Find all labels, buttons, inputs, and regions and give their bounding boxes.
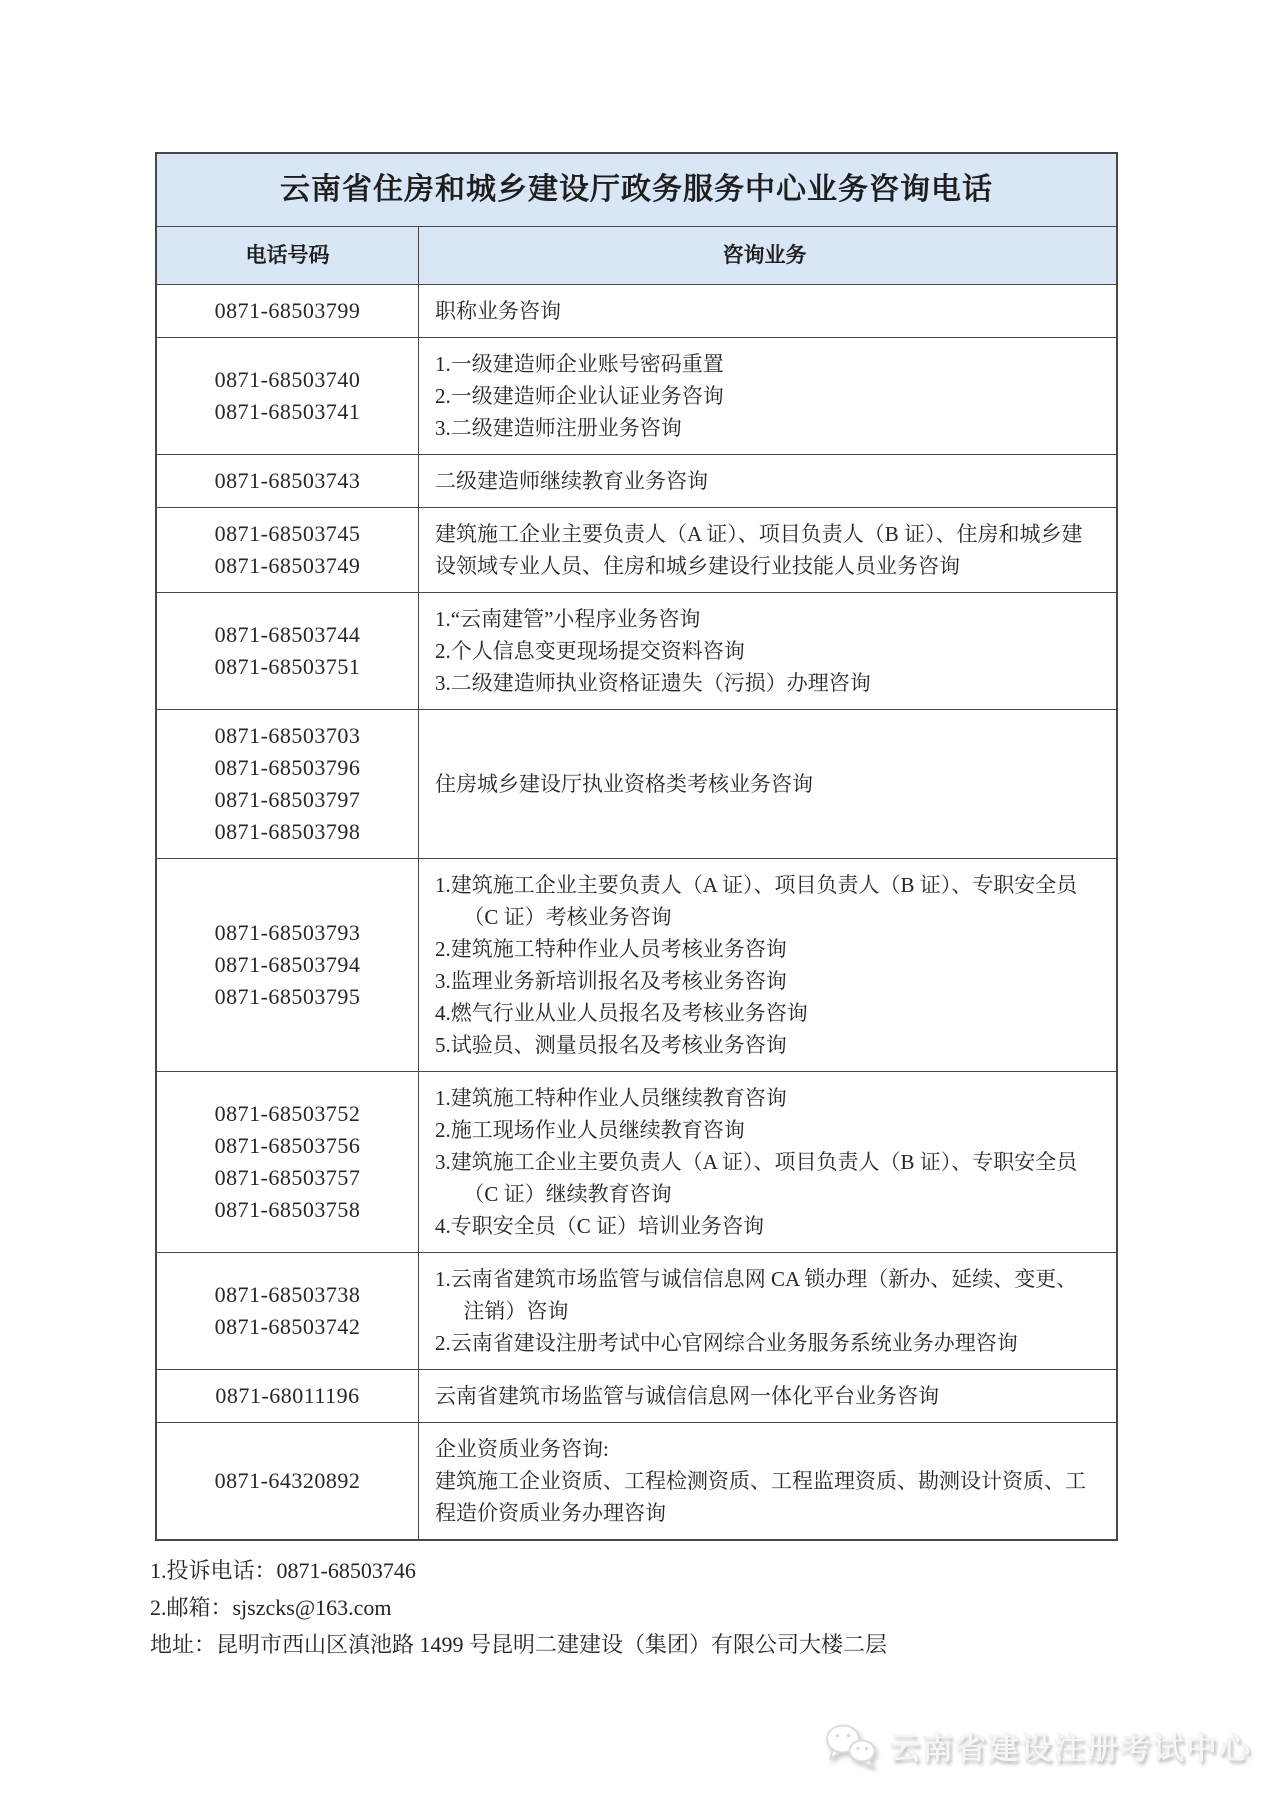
- phone-number: 0871-68503752: [214, 1101, 361, 1126]
- phone-number: 0871-68503796: [214, 755, 361, 780]
- service-line: 职称业务咨询: [435, 299, 561, 323]
- service-cell: [419, 710, 1116, 858]
- footer-email: 2.邮箱：sjszcks@163.com: [150, 1595, 392, 1620]
- phone-cell: [157, 1072, 419, 1252]
- table-row: [157, 1369, 1116, 1422]
- phone-cell: [157, 455, 419, 507]
- service-cell: [419, 508, 1116, 592]
- service-line: 4.专职安全员（C 证）培训业务咨询: [435, 1214, 765, 1238]
- footer-address: 地址：昆明市西山区滇池路 1499 号昆明二建建设（集团）有限公司大楼二层: [150, 1632, 888, 1657]
- service-line: 3.二级建造师执业资格证遗失（污损）办理咨询: [435, 671, 871, 695]
- table-header-row: [157, 226, 1116, 284]
- table-row: [157, 337, 1116, 454]
- phone-cell: [157, 338, 419, 454]
- phone-number: 0871-68011196: [215, 1383, 360, 1408]
- phone-number: 0871-68503793: [214, 920, 361, 945]
- table-row: [157, 709, 1116, 858]
- phone-cell: [157, 859, 419, 1071]
- service-line: 3.监理业务新培训报名及考核业务咨询: [435, 969, 787, 993]
- service-cell: [419, 1253, 1116, 1369]
- phone-number: 0871-68503738: [214, 1282, 361, 1307]
- phone-number: 0871-68503744: [214, 622, 361, 647]
- phone-number: 0871-64320892: [214, 1468, 361, 1493]
- table-title: 云南省住房和城乡建设厅政务服务中心业务咨询电话: [157, 154, 1116, 226]
- phone-number: 0871-68503751: [214, 654, 361, 679]
- table-body: [157, 284, 1116, 1539]
- service-line: 建筑施工企业主要负责人（A 证）、项目负责人（B 证）、住房和城乡建设领域专业人员、住房和城乡建设行业技能人员业务咨询: [435, 522, 1083, 578]
- phone-cell: [157, 710, 419, 858]
- phone-number: 0871-68503742: [214, 1314, 361, 1339]
- service-line: 云南省建筑市场监管与诚信信息网一体化平台业务咨询: [435, 1384, 939, 1408]
- service-line: 5.试验员、测量员报名及考核业务咨询: [435, 1033, 787, 1057]
- service-line: 1.一级建造师企业账号密码重置: [435, 352, 724, 376]
- table-row: [157, 284, 1116, 337]
- service-line: 2.一级建造师企业认证业务咨询: [435, 384, 724, 408]
- service-cell: [419, 1370, 1116, 1422]
- phone-cell: [157, 508, 419, 592]
- table-row: [157, 1252, 1116, 1369]
- phone-number: 0871-68503741: [214, 399, 361, 424]
- phone-number: 0871-68503749: [214, 553, 361, 578]
- phone-cell: [157, 593, 419, 709]
- phone-number: 0871-68503799: [214, 298, 361, 323]
- phone-number: 0871-68503703: [214, 723, 361, 748]
- table-row: [157, 1071, 1116, 1252]
- service-line: 1.建筑施工特种作业人员继续教育咨询: [435, 1086, 787, 1110]
- phone-cell: [157, 1253, 419, 1369]
- phone-cell: [157, 1423, 419, 1539]
- service-cell: [419, 455, 1116, 507]
- service-line: 建筑施工企业资质、工程检测资质、工程监理资质、勘测设计资质、工程造价资质业务办理咨询: [435, 1469, 1086, 1525]
- service-line: 企业资质业务咨询:: [435, 1437, 609, 1461]
- phone-number: 0871-68503797: [214, 787, 361, 812]
- table-row: [157, 858, 1116, 1071]
- header-phone-number: 电话号码: [157, 227, 419, 284]
- phone-cell: [157, 285, 419, 337]
- service-line: 1.云南省建筑市场监管与诚信信息网 CA 锁办理（新办、延续、变更、注销）咨询: [435, 1267, 1078, 1323]
- phone-number: 0871-68503757: [214, 1165, 361, 1190]
- phone-directory-table: [155, 152, 1118, 1541]
- service-line: 2.建筑施工特种作业人员考核业务咨询: [435, 937, 787, 961]
- service-line: 3.建筑施工企业主要负责人（A 证）、项目负责人（B 证）、专职安全员（C 证）继续教育咨询: [435, 1150, 1078, 1206]
- service-cell: [419, 285, 1116, 337]
- table-row: [157, 1422, 1116, 1539]
- service-cell: [419, 1423, 1116, 1539]
- watermark-text: 云南省建设注册考试中心: [889, 1730, 1252, 1766]
- wechat-icon: [823, 1722, 879, 1768]
- table-row: [157, 507, 1116, 592]
- service-line: 2.个人信息变更现场提交资料咨询: [435, 639, 745, 663]
- service-cell: [419, 338, 1116, 454]
- phone-cell: [157, 1370, 419, 1422]
- service-line: 2.云南省建设注册考试中心官网综合业务服务系统业务办理咨询: [435, 1331, 1018, 1355]
- phone-number: 0871-68503795: [214, 984, 361, 1009]
- phone-number: 0871-68503743: [214, 468, 361, 493]
- footer-notes: [150, 1552, 1150, 1663]
- table-row: [157, 454, 1116, 507]
- service-cell: [419, 1072, 1116, 1252]
- service-line: 4.燃气行业从业人员报名及考核业务咨询: [435, 1001, 808, 1025]
- phone-number: 0871-68503794: [214, 952, 361, 977]
- table-row: [157, 592, 1116, 709]
- phone-number: 0871-68503745: [214, 521, 361, 546]
- watermark: [823, 1722, 1252, 1768]
- service-line: 二级建造师继续教育业务咨询: [435, 469, 708, 493]
- service-line: 2.施工现场作业人员继续教育咨询: [435, 1118, 745, 1142]
- service-line: 1.“云南建管”小程序业务咨询: [435, 607, 701, 631]
- footer-complaint-phone: 1.投诉电话：0871-68503746: [150, 1558, 416, 1583]
- header-service: 咨询业务: [722, 243, 807, 267]
- service-cell: [419, 859, 1116, 1071]
- service-line: 1.建筑施工企业主要负责人（A 证）、项目负责人（B 证）、专职安全员（C 证）考核业务咨询: [435, 873, 1078, 929]
- service-cell: [419, 593, 1116, 709]
- phone-number: 0871-68503756: [214, 1133, 361, 1158]
- phone-number: 0871-68503798: [214, 819, 361, 844]
- service-line: 住房城乡建设厅执业资格类考核业务咨询: [435, 772, 813, 796]
- phone-number: 0871-68503758: [214, 1197, 361, 1222]
- phone-number: 0871-68503740: [214, 367, 361, 392]
- service-line: 3.二级建造师注册业务咨询: [435, 416, 682, 440]
